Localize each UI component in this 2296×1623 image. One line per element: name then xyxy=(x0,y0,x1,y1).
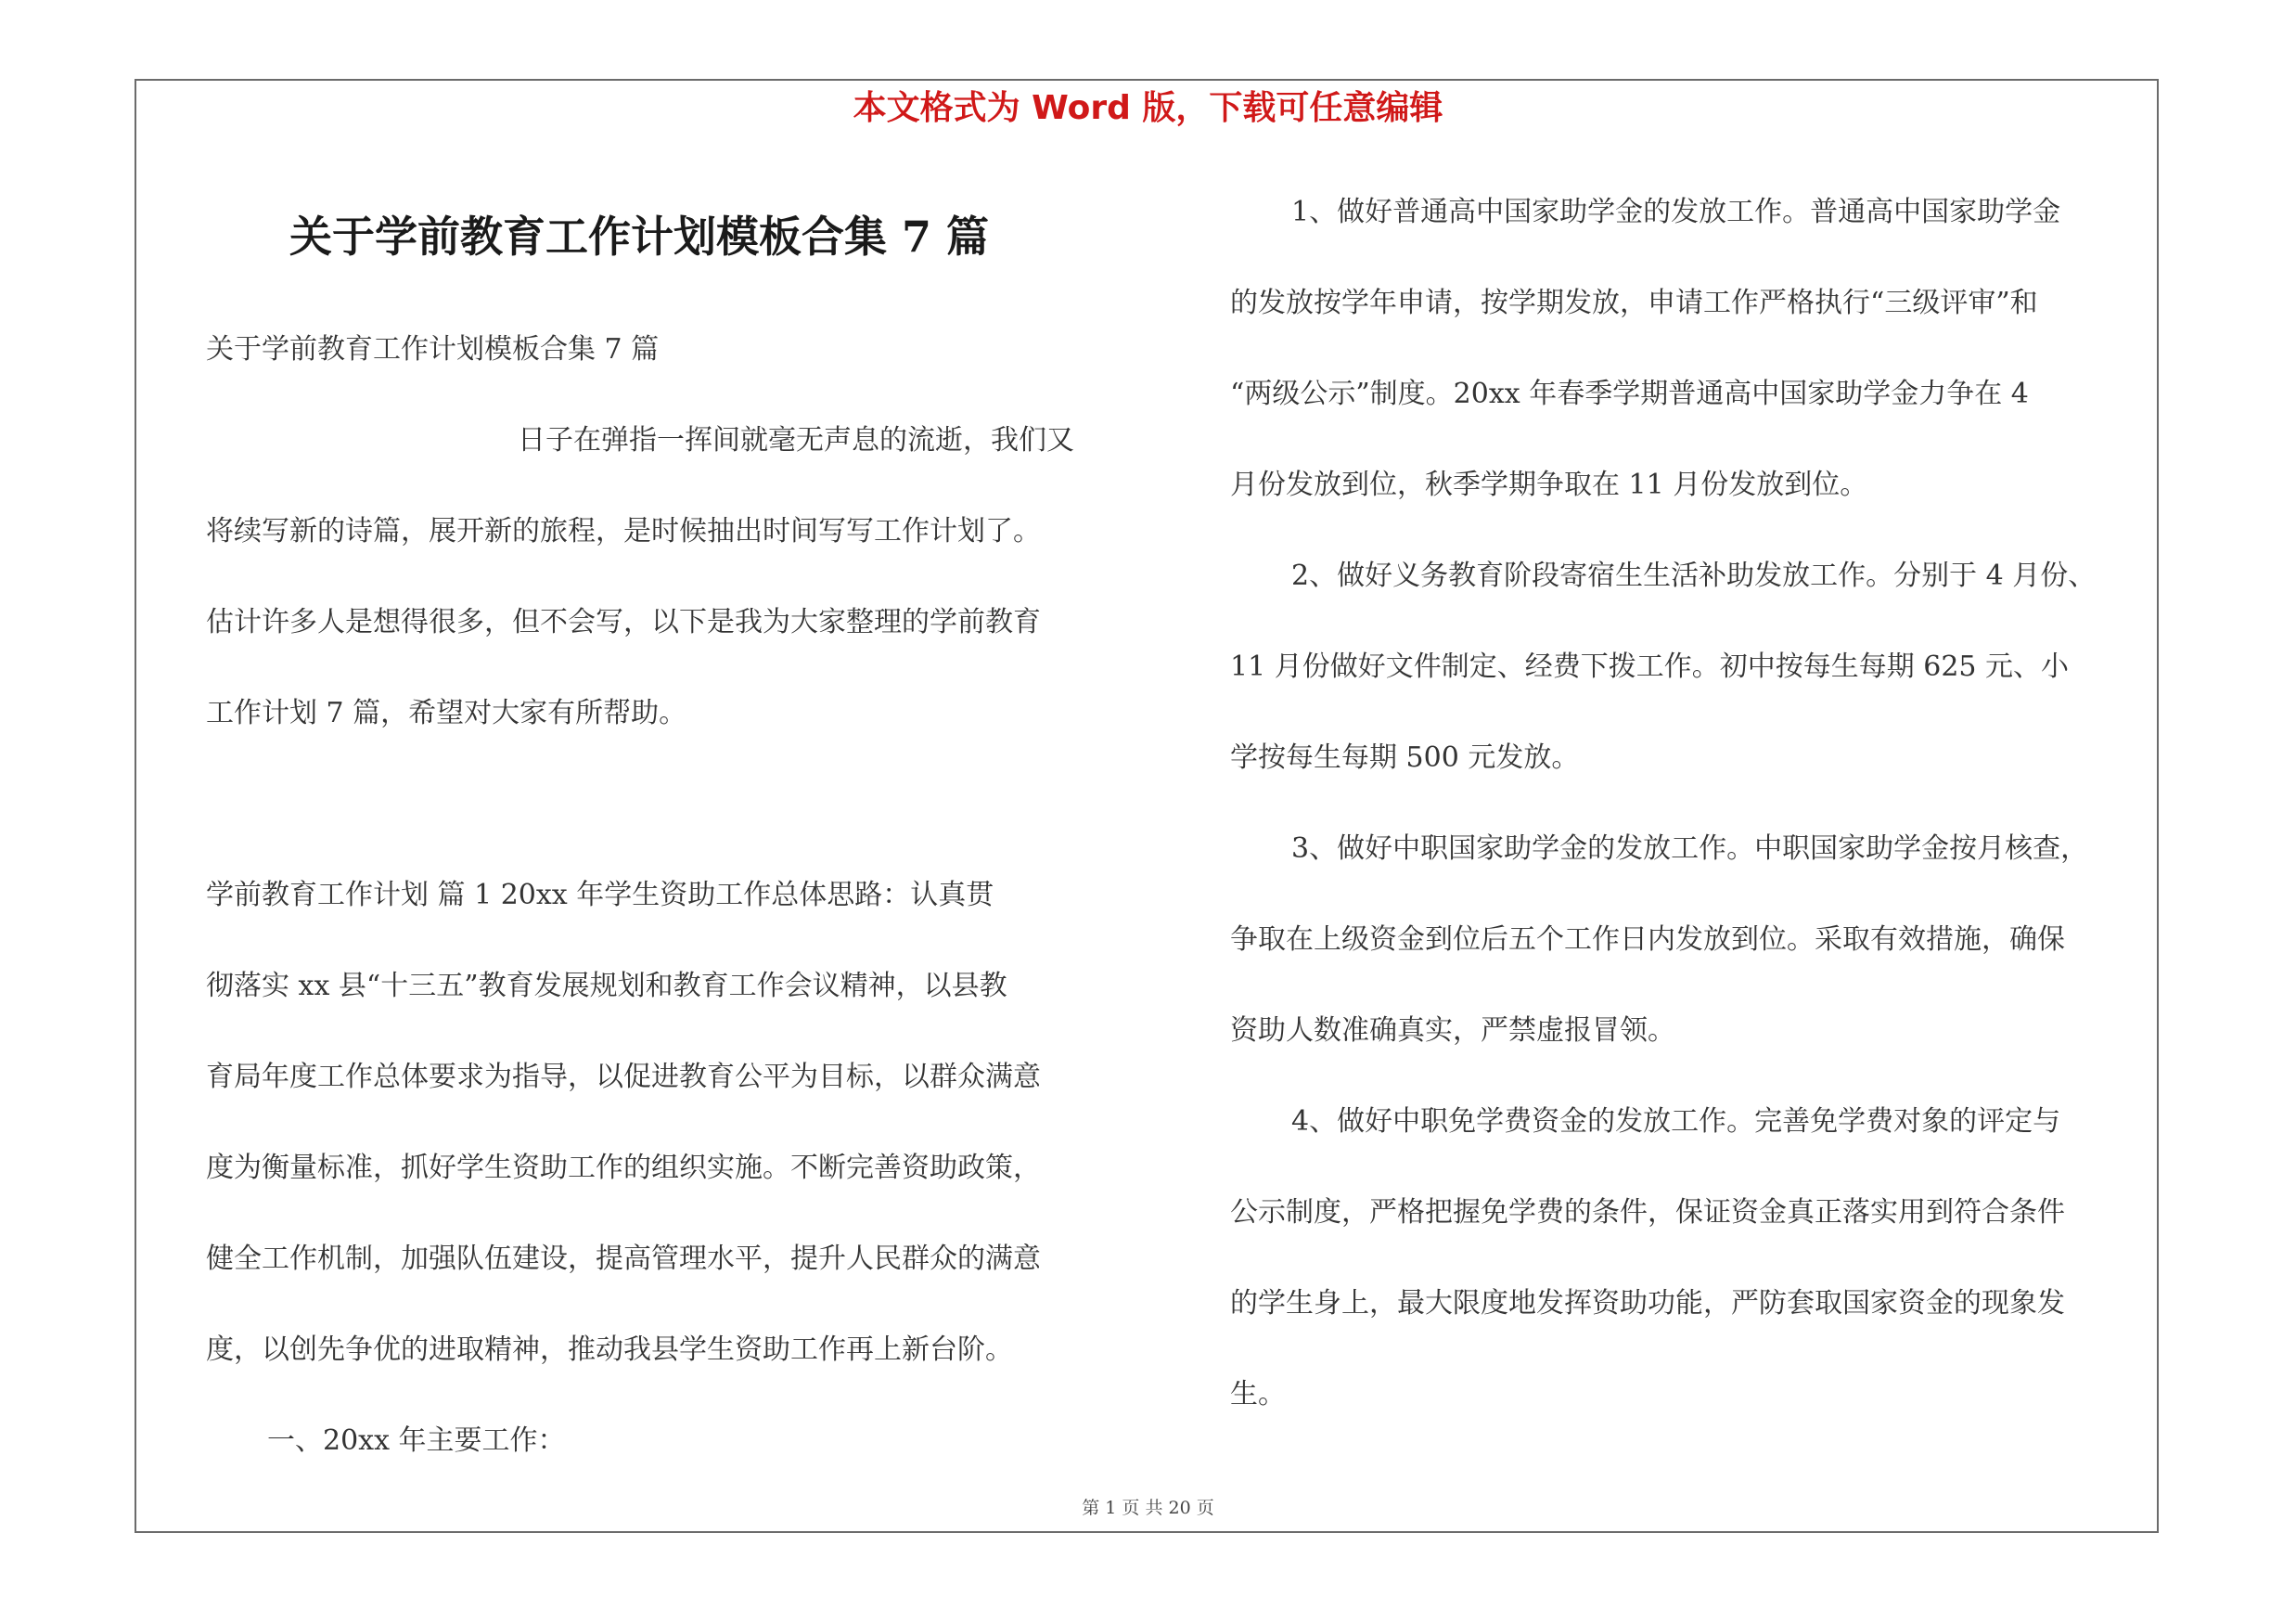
text-line: 的发放按学年申请，按学期发放，申请工作严格执行“三级评审”和 xyxy=(1230,287,2038,319)
text-line: 将续写新的诗篇，展开新的旅程，是时候抽出时间写写工作计划了。 xyxy=(206,515,1041,547)
text-line: 一、20xx 年主要工作： xyxy=(267,1424,566,1457)
text-line: 的学生身上，最大限度地发挥资助功能，严防套取国家资金的现象发 xyxy=(1230,1287,2065,1320)
text-line: 彻落实 xx 县“十三五”教育发展规划和教育工作会议精神，以县教 xyxy=(206,970,1007,1002)
format-banner: 本文格式为 Word 版，下载可任意编辑 xyxy=(853,89,1443,127)
text-line: “两级公示”制度。20xx 年春季学期普通高中国家助学金力争在 4 xyxy=(1230,378,2029,410)
text-line: 月份发放到位，秋季学期争取在 11 月份发放到位。 xyxy=(1230,469,1868,501)
text-line: 度，以创先争优的进取精神，推动我县学生资助工作再上新台阶。 xyxy=(206,1333,1013,1366)
text-line: 公示制度，严格把握免学费的条件，保证资金真正落实用到符合条件 xyxy=(1230,1196,2065,1229)
text-line: 2、做好义务教育阶段寄宿生生活补助发放工作。分别于 4 月份、 xyxy=(1291,560,2097,592)
text-line: 度为衡量标准，抓好学生资助工作的组织实施。不断完善资助政策， xyxy=(206,1152,1041,1184)
text-line: 健全工作机制，加强队伍建设，提高管理水平，提升人民群众的满意 xyxy=(206,1243,1041,1275)
text-line: 11 月份做好文件制定、经费下拨工作。初中按每生每期 625 元、小 xyxy=(1230,650,2070,683)
text-line: 争取在上级资金到位后五个工作日内发放到位。采取有效措施，确保 xyxy=(1230,923,2065,956)
text-line: 生。 xyxy=(1230,1378,1286,1410)
text-line: 1、做好普通高中国家助学金的发放工作。普通高中国家助学金 xyxy=(1291,196,2061,228)
document-title: 关于学前教育工作计划模板合集 7 篇 xyxy=(289,212,990,262)
text-line: 关于学前教育工作计划模板合集 7 篇 xyxy=(206,333,660,366)
text-line: 工作计划 7 篇，希望对大家有所帮助。 xyxy=(206,697,687,729)
text-line: 学按每生每期 500 元发放。 xyxy=(1230,741,1580,774)
text-line: 日子在弹指一挥间就毫无声息的流逝，我们又 xyxy=(518,424,1074,457)
text-line: 3、做好中职国家助学金的发放工作。中职国家助学金按月核查， xyxy=(1291,832,2089,865)
text-line: 4、做好中职免学费资金的发放工作。完善免学费对象的评定与 xyxy=(1291,1105,2061,1138)
text-line: 资助人数准确真实，严禁虚报冒领。 xyxy=(1230,1014,1675,1047)
text-line: 估计许多人是想得很多，但不会写，以下是我为大家整理的学前教育 xyxy=(206,606,1041,638)
text-line: 学前教育工作计划 篇 1 20xx 年学生资助工作总体思路：认真贯 xyxy=(206,879,994,911)
text-line: 育局年度工作总体要求为指导，以促进教育公平为目标，以群众满意 xyxy=(206,1061,1041,1093)
page-number: 第 1 页 共 20 页 xyxy=(1082,1498,1214,1518)
